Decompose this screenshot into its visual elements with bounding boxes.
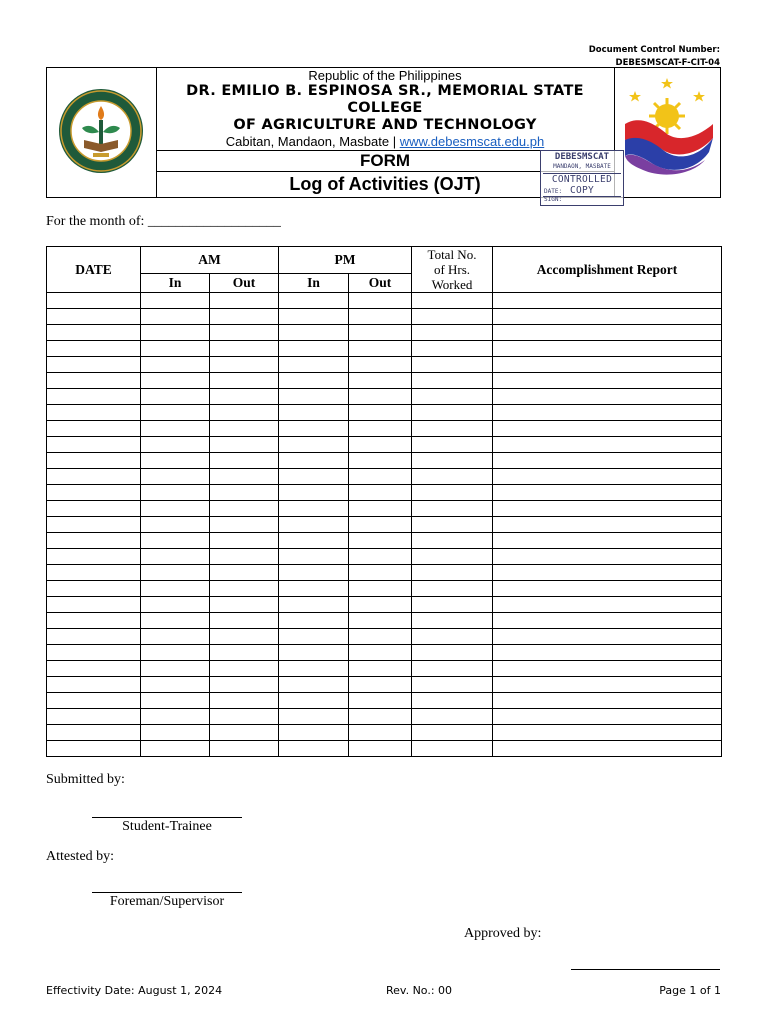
- header-am-in: In: [141, 273, 210, 292]
- log-cell[interactable]: [412, 309, 493, 325]
- log-cell[interactable]: [493, 549, 722, 565]
- log-row: [47, 485, 722, 501]
- log-cell[interactable]: [141, 645, 210, 661]
- log-cell[interactable]: [141, 421, 210, 437]
- log-cell[interactable]: [493, 741, 722, 757]
- log-cell[interactable]: [279, 421, 349, 437]
- log-cell[interactable]: [493, 373, 722, 389]
- log-cell[interactable]: [493, 597, 722, 613]
- log-cell[interactable]: [279, 389, 349, 405]
- supervisor-signature-line[interactable]: [92, 892, 242, 893]
- log-cell[interactable]: [141, 501, 210, 517]
- log-cell[interactable]: [210, 661, 279, 677]
- log-cell[interactable]: [279, 453, 349, 469]
- log-cell[interactable]: [412, 693, 493, 709]
- log-cell[interactable]: [47, 581, 141, 597]
- log-cell[interactable]: [279, 501, 349, 517]
- log-cell[interactable]: [47, 373, 141, 389]
- stamp-line5: SIGN:: [544, 196, 563, 203]
- college-name-line1: DR. EMILIO B. ESPINOSA SR., MEMORIAL STATE: [186, 83, 584, 99]
- log-cell[interactable]: [47, 405, 141, 421]
- log-cell[interactable]: [141, 533, 210, 549]
- log-cell[interactable]: [349, 645, 412, 661]
- log-cell[interactable]: [349, 437, 412, 453]
- log-cell[interactable]: [47, 453, 141, 469]
- log-cell[interactable]: [210, 357, 279, 373]
- header-total-line3: Worked: [431, 277, 473, 292]
- stamp-line3: CONTROLLED COPY: [543, 173, 621, 197]
- log-cell[interactable]: [279, 405, 349, 421]
- log-cell[interactable]: [493, 405, 722, 421]
- log-cell[interactable]: [493, 693, 722, 709]
- log-cell[interactable]: [349, 741, 412, 757]
- log-row: [47, 309, 722, 325]
- log-cell[interactable]: [412, 517, 493, 533]
- log-cell[interactable]: [210, 309, 279, 325]
- log-cell[interactable]: [47, 437, 141, 453]
- log-cell[interactable]: [141, 677, 210, 693]
- log-cell[interactable]: [279, 661, 349, 677]
- log-row: [47, 325, 722, 341]
- log-cell[interactable]: [141, 485, 210, 501]
- log-cell[interactable]: [141, 293, 210, 309]
- log-row: [47, 709, 722, 725]
- header-am-out: Out: [210, 273, 279, 292]
- log-table-body: [47, 293, 722, 757]
- log-cell[interactable]: [349, 677, 412, 693]
- republic-line: Republic of the Philippines: [308, 68, 462, 83]
- log-cell[interactable]: [141, 469, 210, 485]
- log-cell[interactable]: [210, 677, 279, 693]
- log-cell[interactable]: [349, 613, 412, 629]
- log-cell[interactable]: [349, 373, 412, 389]
- log-cell[interactable]: [493, 309, 722, 325]
- log-cell[interactable]: [210, 469, 279, 485]
- approver-signature-line[interactable]: [571, 969, 720, 970]
- log-row: [47, 453, 722, 469]
- log-cell[interactable]: [141, 309, 210, 325]
- log-cell[interactable]: [493, 501, 722, 517]
- log-row: [47, 677, 722, 693]
- log-cell[interactable]: [141, 373, 210, 389]
- log-row: [47, 629, 722, 645]
- log-cell[interactable]: [493, 453, 722, 469]
- log-cell[interactable]: [349, 517, 412, 533]
- document-control-label: Document Control Number:: [588, 45, 720, 55]
- header-total-line2: of Hrs.: [433, 262, 471, 277]
- log-cell[interactable]: [47, 645, 141, 661]
- log-cell[interactable]: [412, 293, 493, 309]
- month-field[interactable]: For the month of: ___________________: [46, 214, 281, 229]
- log-cell[interactable]: [210, 693, 279, 709]
- attested-by-label: Attested by:: [46, 849, 115, 864]
- log-cell[interactable]: [141, 517, 210, 533]
- log-row: [47, 437, 722, 453]
- log-cell[interactable]: [210, 581, 279, 597]
- log-cell[interactable]: [141, 597, 210, 613]
- log-cell[interactable]: [349, 357, 412, 373]
- college-address: [156, 134, 614, 149]
- log-cell[interactable]: [493, 709, 722, 725]
- log-cell[interactable]: [349, 661, 412, 677]
- log-cell[interactable]: [279, 741, 349, 757]
- log-cell[interactable]: [47, 693, 141, 709]
- log-cell[interactable]: [47, 709, 141, 725]
- log-cell[interactable]: [47, 501, 141, 517]
- header-pm: PM: [279, 247, 412, 274]
- header-pm-in: In: [279, 273, 349, 292]
- log-cell[interactable]: [279, 437, 349, 453]
- log-row: [47, 581, 722, 597]
- log-cell[interactable]: [493, 293, 722, 309]
- student-signature-line[interactable]: [92, 817, 242, 818]
- log-cell[interactable]: [141, 629, 210, 645]
- log-cell[interactable]: [412, 421, 493, 437]
- approved-by-label: Approved by:: [464, 926, 542, 941]
- log-cell[interactable]: [412, 709, 493, 725]
- log-cell[interactable]: [279, 373, 349, 389]
- log-cell[interactable]: [279, 485, 349, 501]
- log-row: [47, 469, 722, 485]
- log-cell[interactable]: [210, 549, 279, 565]
- log-cell[interactable]: [279, 341, 349, 357]
- log-row: [47, 645, 722, 661]
- log-cell[interactable]: [210, 533, 279, 549]
- log-row: [47, 693, 722, 709]
- log-cell[interactable]: [279, 517, 349, 533]
- stamp-line4: DATE:: [544, 188, 563, 195]
- log-row: [47, 549, 722, 565]
- header-date: DATE: [47, 247, 141, 293]
- log-cell[interactable]: [210, 437, 279, 453]
- log-cell[interactable]: [141, 357, 210, 373]
- log-row: [47, 501, 722, 517]
- log-cell[interactable]: [349, 693, 412, 709]
- log-cell[interactable]: [210, 293, 279, 309]
- log-cell[interactable]: [493, 725, 722, 741]
- log-cell[interactable]: [47, 469, 141, 485]
- log-cell[interactable]: [349, 533, 412, 549]
- log-cell[interactable]: [493, 661, 722, 677]
- log-cell[interactable]: [412, 565, 493, 581]
- log-cell[interactable]: [412, 533, 493, 549]
- log-cell[interactable]: [210, 453, 279, 469]
- log-cell[interactable]: [47, 677, 141, 693]
- log-cell[interactable]: [349, 341, 412, 357]
- form-title: Log of Activities (OJT): [289, 174, 481, 194]
- document-control-number: DEBESMSCAT-F-CIT-04: [615, 58, 720, 68]
- log-cell[interactable]: [47, 341, 141, 357]
- log-cell[interactable]: [412, 613, 493, 629]
- controlled-copy-stamp: [540, 150, 624, 206]
- log-cell[interactable]: [493, 645, 722, 661]
- log-cell[interactable]: [493, 677, 722, 693]
- log-cell[interactable]: [210, 613, 279, 629]
- log-cell[interactable]: [141, 709, 210, 725]
- log-cell[interactable]: [141, 437, 210, 453]
- log-cell[interactable]: [47, 389, 141, 405]
- submitted-by-label: Submitted by:: [46, 772, 125, 787]
- log-cell[interactable]: [279, 469, 349, 485]
- log-cell[interactable]: [279, 677, 349, 693]
- log-cell[interactable]: [47, 533, 141, 549]
- log-cell[interactable]: [210, 517, 279, 533]
- log-cell[interactable]: [47, 325, 141, 341]
- log-cell[interactable]: [210, 629, 279, 645]
- log-cell[interactable]: [47, 629, 141, 645]
- log-cell[interactable]: [493, 437, 722, 453]
- log-cell[interactable]: [412, 341, 493, 357]
- log-cell[interactable]: [279, 549, 349, 565]
- log-cell[interactable]: [141, 405, 210, 421]
- log-cell[interactable]: [210, 741, 279, 757]
- log-row: [47, 533, 722, 549]
- log-cell[interactable]: [47, 725, 141, 741]
- log-row: [47, 661, 722, 677]
- log-cell[interactable]: [349, 565, 412, 581]
- log-cell[interactable]: [493, 485, 722, 501]
- log-cell[interactable]: [141, 741, 210, 757]
- log-cell[interactable]: [279, 581, 349, 597]
- effectivity-date: Effectivity Date: August 1, 2024: [46, 984, 223, 997]
- log-cell[interactable]: [493, 517, 722, 533]
- log-cell[interactable]: [493, 533, 722, 549]
- log-cell[interactable]: [412, 389, 493, 405]
- log-cell[interactable]: [349, 293, 412, 309]
- log-cell[interactable]: [412, 357, 493, 373]
- log-cell[interactable]: [349, 421, 412, 437]
- log-cell[interactable]: [210, 597, 279, 613]
- log-cell[interactable]: [141, 325, 210, 341]
- log-cell[interactable]: [279, 725, 349, 741]
- college-info: [156, 68, 614, 151]
- log-cell[interactable]: [412, 373, 493, 389]
- log-cell[interactable]: [349, 325, 412, 341]
- log-cell[interactable]: [349, 405, 412, 421]
- log-cell[interactable]: [412, 629, 493, 645]
- log-cell[interactable]: [412, 597, 493, 613]
- log-cell[interactable]: [349, 549, 412, 565]
- log-cell[interactable]: [47, 309, 141, 325]
- log-cell[interactable]: [493, 581, 722, 597]
- log-cell[interactable]: [210, 421, 279, 437]
- log-cell[interactable]: [141, 389, 210, 405]
- log-cell[interactable]: [210, 341, 279, 357]
- log-row: [47, 421, 722, 437]
- log-cell[interactable]: [47, 485, 141, 501]
- philippine-flag-emblem-icon: [617, 76, 717, 176]
- log-cell[interactable]: [493, 325, 722, 341]
- header-am: AM: [141, 247, 279, 274]
- log-cell[interactable]: [412, 437, 493, 453]
- log-cell[interactable]: [141, 693, 210, 709]
- log-cell[interactable]: [279, 597, 349, 613]
- header-total-line1: Total No.: [427, 247, 477, 262]
- college-name-line2: COLLEGE: [347, 100, 423, 116]
- log-cell[interactable]: [210, 565, 279, 581]
- log-cell[interactable]: [349, 629, 412, 645]
- log-cell[interactable]: [349, 725, 412, 741]
- header-pm-out: Out: [349, 273, 412, 292]
- header-accomplishment: Accomplishment Report: [493, 247, 722, 293]
- student-trainee-caption: Student-Trainee: [122, 819, 212, 834]
- log-cell[interactable]: [210, 373, 279, 389]
- log-cell[interactable]: [493, 613, 722, 629]
- log-cell[interactable]: [493, 469, 722, 485]
- log-cell[interactable]: [141, 581, 210, 597]
- stamp-line1: DEBESMSCAT: [554, 152, 610, 162]
- log-cell[interactable]: [349, 597, 412, 613]
- log-cell[interactable]: [210, 485, 279, 501]
- log-cell[interactable]: [141, 725, 210, 741]
- form-label: FORM: [359, 151, 411, 170]
- address-text: Cabitan, Mandaon, Masbate |: [225, 134, 400, 149]
- log-cell[interactable]: [412, 469, 493, 485]
- log-cell[interactable]: [412, 501, 493, 517]
- college-name-line3: OF AGRICULTURE AND TECHNOLOGY: [233, 117, 537, 133]
- log-cell[interactable]: [412, 453, 493, 469]
- log-cell[interactable]: [210, 501, 279, 517]
- log-cell[interactable]: [279, 309, 349, 325]
- revision-number: Rev. No.: 00: [386, 984, 453, 997]
- log-cell[interactable]: [279, 613, 349, 629]
- log-cell[interactable]: [493, 357, 722, 373]
- log-cell[interactable]: [412, 725, 493, 741]
- log-cell[interactable]: [279, 565, 349, 581]
- log-cell[interactable]: [493, 629, 722, 645]
- log-cell[interactable]: [279, 693, 349, 709]
- log-cell[interactable]: [47, 661, 141, 677]
- log-cell[interactable]: [412, 645, 493, 661]
- log-cell[interactable]: [47, 357, 141, 373]
- log-cell[interactable]: [279, 709, 349, 725]
- log-cell[interactable]: [141, 341, 210, 357]
- activity-log-table: [46, 246, 722, 757]
- log-cell[interactable]: [47, 597, 141, 613]
- log-cell[interactable]: [47, 741, 141, 757]
- log-row: [47, 517, 722, 533]
- website-link[interactable]: www.debesmscat.edu.ph: [399, 134, 545, 149]
- log-cell[interactable]: [349, 389, 412, 405]
- log-cell[interactable]: [349, 309, 412, 325]
- log-cell[interactable]: [141, 661, 210, 677]
- log-cell[interactable]: [349, 709, 412, 725]
- log-cell[interactable]: [210, 645, 279, 661]
- college-seal-icon: [58, 84, 144, 178]
- log-row: [47, 741, 722, 757]
- log-cell[interactable]: [210, 725, 279, 741]
- log-cell[interactable]: [47, 549, 141, 565]
- log-cell[interactable]: [210, 709, 279, 725]
- log-cell[interactable]: [47, 421, 141, 437]
- stamp-line2: MANDAON, MASBATE: [553, 163, 611, 170]
- log-row: [47, 357, 722, 373]
- log-cell[interactable]: [141, 613, 210, 629]
- log-cell[interactable]: [412, 581, 493, 597]
- log-cell[interactable]: [279, 357, 349, 373]
- log-cell[interactable]: [210, 405, 279, 421]
- log-cell[interactable]: [349, 485, 412, 501]
- log-row: [47, 613, 722, 629]
- log-cell[interactable]: [412, 485, 493, 501]
- log-row: [47, 341, 722, 357]
- log-row: [47, 405, 722, 421]
- log-cell[interactable]: [47, 517, 141, 533]
- log-row: [47, 373, 722, 389]
- log-cell[interactable]: [493, 421, 722, 437]
- log-row: [47, 565, 722, 581]
- page-number: Page 1 of 1: [659, 984, 721, 997]
- flag-cell: [614, 68, 720, 197]
- log-cell[interactable]: [412, 677, 493, 693]
- log-cell[interactable]: [493, 565, 722, 581]
- log-cell[interactable]: [279, 629, 349, 645]
- log-cell[interactable]: [279, 293, 349, 309]
- log-cell[interactable]: [279, 533, 349, 549]
- log-cell[interactable]: [349, 453, 412, 469]
- log-cell[interactable]: [412, 661, 493, 677]
- log-cell[interactable]: [412, 741, 493, 757]
- log-cell[interactable]: [47, 565, 141, 581]
- header-total-hours: [412, 247, 493, 293]
- log-cell[interactable]: [412, 405, 493, 421]
- log-row: [47, 293, 722, 309]
- foreman-supervisor-caption: Foreman/Supervisor: [109, 894, 225, 909]
- log-cell[interactable]: [141, 453, 210, 469]
- log-cell[interactable]: [349, 581, 412, 597]
- log-cell[interactable]: [412, 549, 493, 565]
- log-row: [47, 725, 722, 741]
- logo-cell: [47, 68, 157, 197]
- log-cell[interactable]: [210, 389, 279, 405]
- log-cell[interactable]: [47, 613, 141, 629]
- log-cell[interactable]: [279, 325, 349, 341]
- log-cell[interactable]: [141, 549, 210, 565]
- log-cell[interactable]: [349, 469, 412, 485]
- log-row: [47, 389, 722, 405]
- log-row: [47, 597, 722, 613]
- log-cell[interactable]: [493, 389, 722, 405]
- log-cell[interactable]: [47, 293, 141, 309]
- log-cell[interactable]: [141, 565, 210, 581]
- log-cell[interactable]: [412, 325, 493, 341]
- log-cell[interactable]: [279, 645, 349, 661]
- log-cell[interactable]: [493, 341, 722, 357]
- log-cell[interactable]: [210, 325, 279, 341]
- log-cell[interactable]: [349, 501, 412, 517]
